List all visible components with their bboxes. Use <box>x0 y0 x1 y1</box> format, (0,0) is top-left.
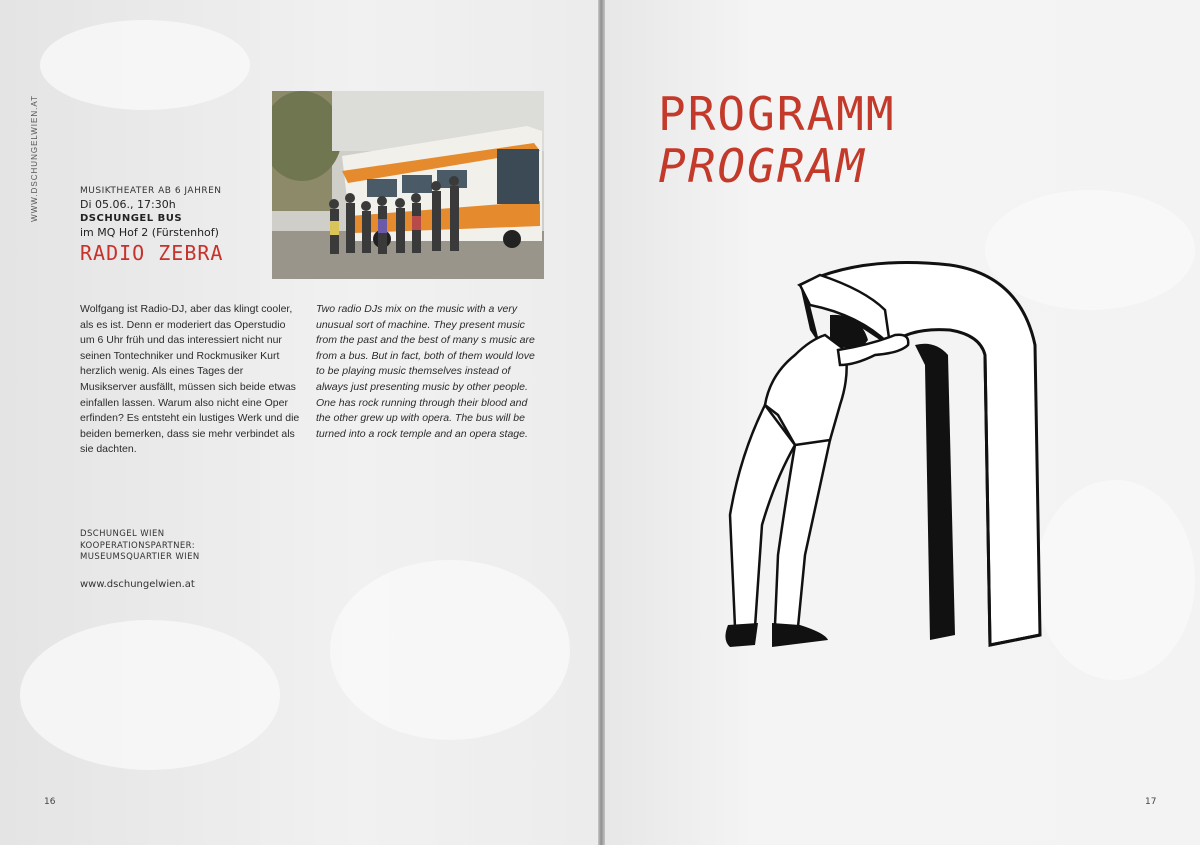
book-gutter <box>598 0 605 845</box>
paper-texture <box>20 620 280 770</box>
bus-photo-image <box>272 91 544 279</box>
credit-line: KOOPERATIONSPARTNER: <box>80 540 195 551</box>
description-german: Wolfgang ist Radio-DJ, aber das klingt cooler, als es ist. Denn er moderiert das Operstudio um 6 Uhr früh und das interessiert nicht nur seinen Tontechniker und Rockmusiker Kurt herzlich wenig. Als eines Tages der Musikserver ausfällt, müssen sich beide etwas einfallen lassen. Warum also nicht eine Oper erfinden? Es entsteht ein lustiges Werk und die beiden bemerken, dass sie mehr verbindet als sie dachten. <box>80 303 300 456</box>
heading-english: PROGRAM <box>658 139 866 193</box>
event-date-time: Di 05.06., 17:30h <box>80 198 176 211</box>
credit-line: MUSEUMSQUARTIER WIEN <box>80 552 200 562</box>
event-title: RADIO ZEBRA <box>80 241 224 265</box>
heading-german: PROGRAMM <box>658 87 896 141</box>
side-label: WWW.DSCHUNGELWIEN.AT <box>30 95 39 222</box>
event-venue-name: DSCHUNGEL BUS <box>80 213 183 224</box>
description-english: Two radio DJs mix on the music with a very unusual sort of machine. They present music from the past and the best of many s music are from a bus. But in fact, both of them would love to be playing music themselves instead of always just presenting music by other people. One has rock running through their blood and the other grew up with opera. The bus will be turned into a rock temple and an opera stage. <box>316 303 535 440</box>
paper-texture <box>330 560 570 740</box>
credit-line: DSCHUNGEL WIEN <box>80 529 165 539</box>
event-photo <box>272 91 544 279</box>
event-genre: MUSIKTHEATER AB 6 JAHREN <box>80 186 222 196</box>
credits <box>80 529 280 564</box>
paper-texture <box>40 20 250 110</box>
website-link[interactable]: www.dschungelwien.at <box>80 579 195 590</box>
event-info <box>80 186 270 265</box>
program-heading <box>658 88 896 192</box>
event-venue-location: im MQ Hof 2 (Fürstenhof) <box>80 226 219 239</box>
person-arch-illustration <box>700 255 1060 660</box>
page-number-right: 17 <box>1145 797 1157 807</box>
page-number-left: 16 <box>44 797 56 807</box>
